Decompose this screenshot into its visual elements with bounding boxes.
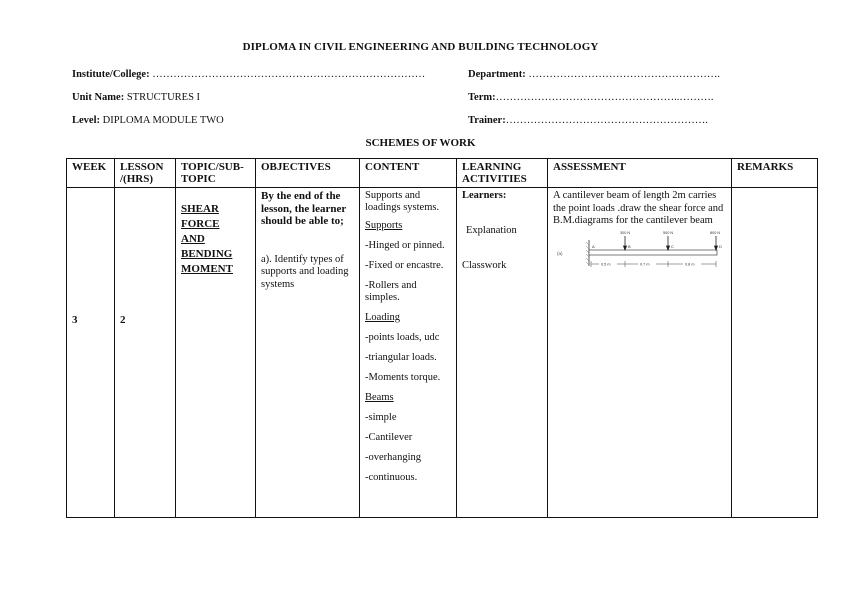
header-lesson-line2: /(HRS) bbox=[120, 173, 153, 185]
content-item: -Fixed or encastre. bbox=[365, 260, 444, 271]
header-topic bbox=[176, 159, 256, 188]
content-subheading-supports: Supports bbox=[365, 220, 403, 231]
header-lesson bbox=[115, 159, 176, 188]
load-800-label: 800 N bbox=[710, 230, 721, 235]
learning-heading: Learners: bbox=[462, 190, 507, 201]
topic-line: AND bbox=[181, 233, 205, 245]
header-learning-line1: LEARNING bbox=[462, 161, 522, 173]
point-c-label: C bbox=[671, 243, 674, 249]
unit-name-value: STRUCTURES I bbox=[124, 92, 201, 103]
content-item: -simple bbox=[365, 412, 397, 423]
load-500-label: 500 N bbox=[663, 230, 674, 235]
header-lesson-line1: LESSON bbox=[120, 161, 164, 173]
span-ab-label: 0.5 m bbox=[601, 262, 611, 266]
content-item: -Hinged or pinned. bbox=[365, 240, 445, 251]
content-list bbox=[365, 190, 451, 484]
cantilever-beam-diagram bbox=[553, 230, 725, 272]
header-learning-activities bbox=[457, 159, 548, 188]
content-subheading-beams: Beams bbox=[365, 392, 394, 403]
cell-lesson bbox=[115, 188, 176, 518]
table-row bbox=[67, 188, 818, 518]
header-learning-line2: ACTIVITIES bbox=[462, 173, 527, 185]
objectives-intro: By the end of the lesson, the learner should be able to; bbox=[261, 190, 347, 227]
content-item: Supports and loadings systems. bbox=[365, 190, 440, 213]
lesson-hours: 2 bbox=[120, 314, 126, 326]
content-item: -Moments torque. bbox=[365, 372, 441, 383]
point-a-label: A bbox=[592, 243, 595, 249]
unit-name-field bbox=[72, 92, 200, 103]
level-value: DIPLOMA MODULE TWO bbox=[100, 115, 224, 126]
cell-week bbox=[67, 188, 115, 518]
department-value: ………………………………………………. bbox=[525, 69, 720, 80]
header-objectives: OBJECTIVES bbox=[256, 159, 360, 188]
content-item: -overhanging bbox=[365, 452, 421, 463]
span-bc-label: 0.7 m bbox=[640, 262, 650, 266]
department-label: Department: bbox=[468, 69, 526, 80]
cell-content bbox=[360, 188, 457, 518]
schemes-of-work-title: SCHEMES OF WORK bbox=[365, 137, 476, 149]
content-item: -Cantilever bbox=[365, 432, 413, 443]
assessment-question: A cantilever beam of length 2m carries the point loads .draw the shear force and B.M.diagrams for the cantilever beam bbox=[553, 190, 724, 226]
institute-label: Institute/College: bbox=[72, 69, 150, 80]
cell-topic bbox=[176, 188, 256, 518]
header-assessment: ASSESSMENT bbox=[548, 159, 732, 188]
schemes-of-work-table bbox=[66, 158, 818, 518]
load-300-label: 300 N bbox=[620, 230, 631, 235]
learning-item: Explanation bbox=[466, 225, 517, 236]
topic-line: MOMENT bbox=[181, 263, 233, 275]
level-label: Level: bbox=[72, 115, 100, 126]
unit-name-label: Unit Name: bbox=[72, 92, 125, 103]
week-number: 3 bbox=[72, 314, 78, 326]
topic-line: FORCE bbox=[181, 218, 220, 230]
header-remarks: REMARKS bbox=[732, 159, 818, 188]
document-title: DIPLOMA IN CIVIL ENGINEERING AND BUILDING TECHNOLOGY bbox=[242, 41, 599, 53]
institute-field bbox=[72, 69, 425, 80]
content-item: -continuous. bbox=[365, 472, 418, 483]
trainer-label: Trainer: bbox=[468, 115, 506, 126]
learning-item: Classwork bbox=[462, 260, 507, 271]
department-field bbox=[468, 69, 720, 80]
span-cd-label: 0.8 m bbox=[685, 262, 695, 266]
content-subheading-loading: Loading bbox=[365, 312, 400, 323]
topic-line: BENDING bbox=[181, 248, 233, 260]
topic-title bbox=[181, 202, 250, 277]
header-topic-line2: TOPIC bbox=[181, 173, 216, 185]
term-field bbox=[468, 92, 713, 103]
cell-assessment bbox=[548, 188, 732, 518]
institute-value: …………………………………………………………………… bbox=[149, 69, 426, 80]
content-item: -points loads, udc bbox=[365, 332, 440, 343]
point-b-label: B bbox=[628, 243, 631, 249]
diagram-label: (a) bbox=[557, 250, 563, 256]
trainer-value: …………………………………………………. bbox=[505, 115, 708, 126]
content-item: -Rollers and simples. bbox=[365, 280, 417, 303]
level-field bbox=[72, 115, 224, 126]
term-value: ……………………………………………..………. bbox=[495, 92, 714, 103]
cell-objectives bbox=[256, 188, 360, 518]
cell-learning-activities bbox=[457, 188, 548, 518]
trainer-field bbox=[468, 115, 708, 126]
header-topic-line1: TOPIC/SUB- bbox=[181, 161, 244, 173]
header-week: WEEK bbox=[67, 159, 115, 188]
table-header-row bbox=[67, 159, 818, 188]
content-item: -triangular loads. bbox=[365, 352, 437, 363]
header-content: CONTENT bbox=[360, 159, 457, 188]
term-label: Term: bbox=[468, 92, 496, 103]
cell-remarks bbox=[732, 188, 818, 518]
objective-item: a). Identify types of supports and loading systems bbox=[261, 253, 349, 290]
topic-line: SHEAR bbox=[181, 203, 219, 215]
point-d-label: D bbox=[719, 243, 722, 249]
